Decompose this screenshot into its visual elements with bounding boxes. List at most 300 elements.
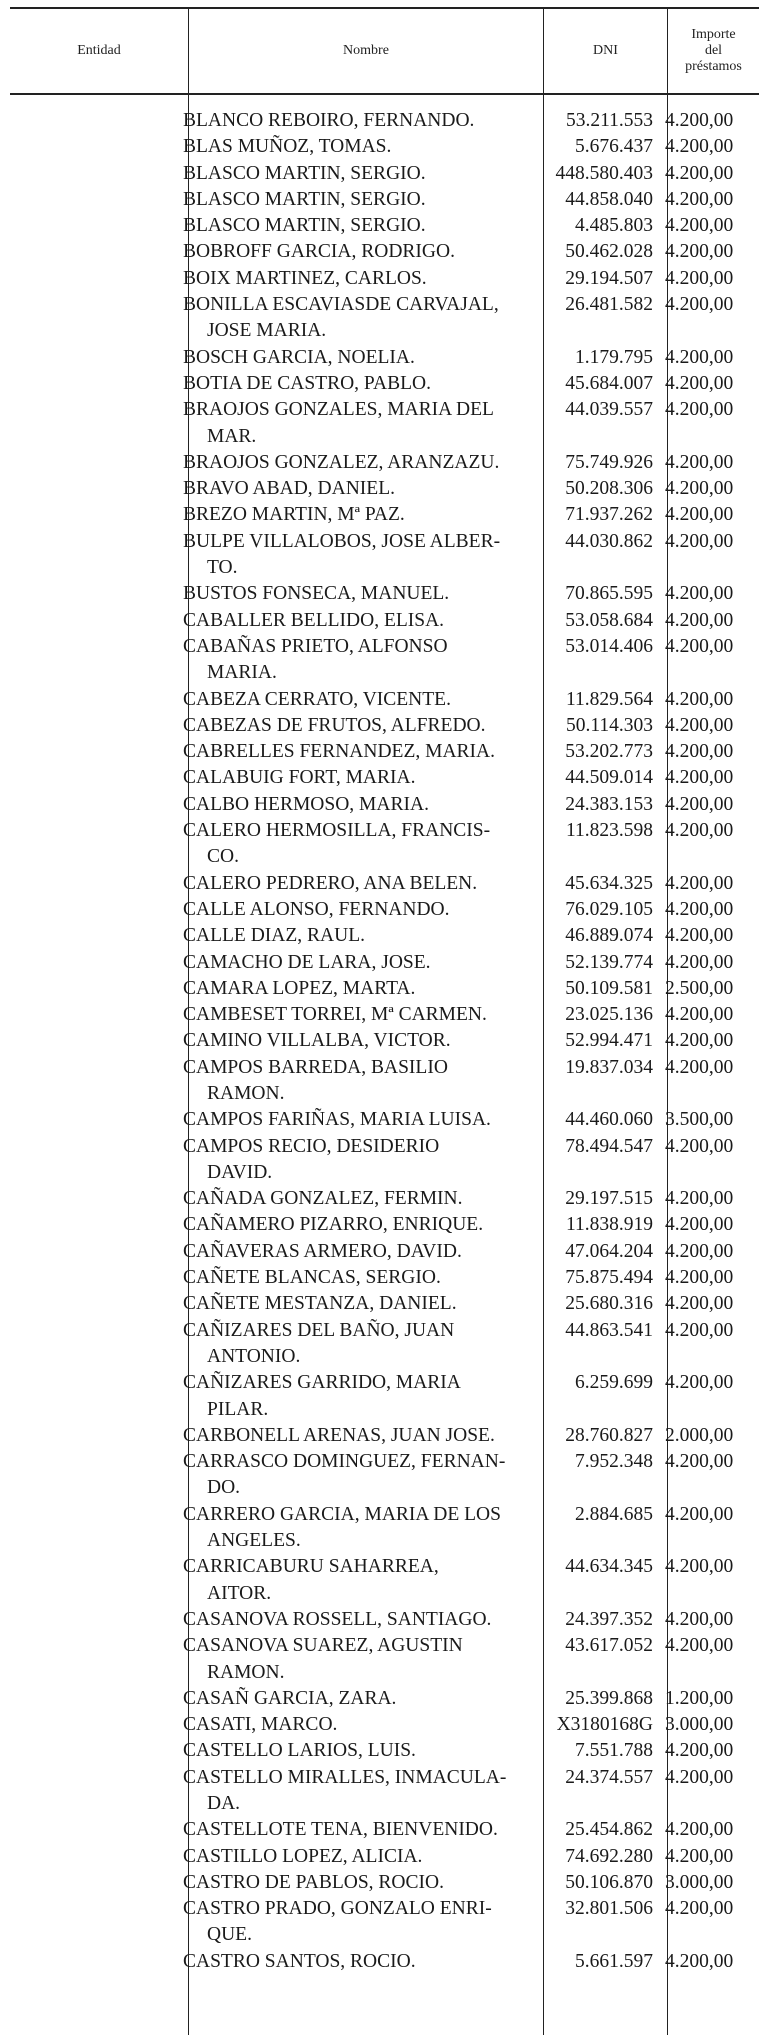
nombre-cell <box>178 1949 533 1975</box>
table-row <box>178 1028 749 1054</box>
header-importe-line2: del <box>704 43 723 58</box>
table-row <box>178 1370 749 1423</box>
nombre-continuation: CO. <box>207 846 239 868</box>
nombre-text: BRAOJOS GONZALEZ, ARANZAZU. <box>183 451 500 473</box>
nombre-text: CAÑAMERO PIZARRO, ENRIQUE. <box>183 1214 484 1236</box>
table-row <box>178 713 749 739</box>
nombre-text: CARBONELL ARENAS, JUAN JOSE. <box>183 1424 495 1446</box>
header-entidad: Entidad <box>77 43 121 58</box>
table-row <box>178 1291 749 1317</box>
nombre-text: CASANOVA ROSSELL, SANTIAGO. <box>183 1608 492 1630</box>
importe-cell: 2.500,00 <box>665 977 734 999</box>
nombre-cell <box>178 608 533 634</box>
table-row <box>178 739 749 765</box>
nombre-cell <box>178 108 533 134</box>
nombre-cell <box>178 1817 533 1843</box>
header-dni: DNI <box>543 9 667 93</box>
dni-cell: 19.837.034 <box>565 1056 653 1078</box>
importe-cell: 4.200,00 <box>665 1898 734 1920</box>
importe-cell: 4.200,00 <box>665 1293 734 1315</box>
importe-cell: 4.200,00 <box>665 1635 734 1657</box>
dni-cell: 24.397.352 <box>565 1608 653 1630</box>
nombre-text: BRAVO ABAD, DANIEL. <box>183 478 395 500</box>
dni-cell: 74.692.280 <box>565 1845 653 1867</box>
importe-cell: 4.200,00 <box>665 1214 734 1236</box>
table-row <box>178 1712 749 1738</box>
nombre-cell <box>178 897 533 923</box>
nombre-cell <box>178 976 533 1002</box>
nombre-cell <box>178 687 533 713</box>
table-row <box>178 1844 749 1870</box>
importe-cell: 4.200,00 <box>665 188 734 210</box>
table-row <box>178 1896 749 1949</box>
table-row <box>178 765 749 791</box>
nombre-text: CAÑAVERAS ARMERO, DAVID. <box>183 1240 462 1262</box>
table-row <box>178 1870 749 1896</box>
dni-cell: 44.039.557 <box>565 399 653 421</box>
table-row <box>178 871 749 897</box>
nombre-cell <box>178 1686 533 1712</box>
nombre-cell <box>178 713 533 739</box>
table-row <box>178 1502 749 1555</box>
nombre-cell <box>178 818 533 871</box>
dni-cell: 76.029.105 <box>565 898 653 920</box>
importe-cell: 4.200,00 <box>665 1556 734 1578</box>
dni-cell: 53.211.553 <box>565 110 653 131</box>
nombre-text: CABALLER BELLIDO, ELISA. <box>183 609 445 631</box>
nombre-text: CARRICABURU SAHARREA, <box>183 1556 439 1578</box>
table-row <box>178 134 749 160</box>
nombre-text: CASTILLO LOPEZ, ALICIA. <box>183 1845 423 1867</box>
nombre-cell <box>178 634 533 687</box>
table-header <box>10 7 759 95</box>
nombre-text: CARRERO GARCIA, MARIA DE LOS <box>183 1503 501 1525</box>
dni-cell: 44.460.060 <box>565 1109 653 1131</box>
table-row <box>178 792 749 818</box>
dni-cell: 25.399.868 <box>565 1687 653 1709</box>
importe-cell: 4.200,00 <box>665 1030 734 1052</box>
nombre-cell <box>178 950 533 976</box>
importe-cell: 4.200,00 <box>665 1188 734 1210</box>
nombre-cell <box>178 765 533 791</box>
nombre-text: CASTELLOTE TENA, BIENVENIDO. <box>183 1819 498 1841</box>
table-row <box>178 1765 749 1818</box>
table-rows <box>178 108 749 1975</box>
importe-cell: 4.200,00 <box>665 346 734 368</box>
importe-cell: 1.200,00 <box>665 1687 734 1709</box>
nombre-cell <box>178 1633 533 1686</box>
dni-cell: 43.617.052 <box>565 1635 653 1657</box>
nombre-cell <box>178 923 533 949</box>
dni-cell: 44.030.862 <box>565 530 653 552</box>
importe-cell: 4.200,00 <box>665 530 734 552</box>
importe-cell: 4.200,00 <box>665 635 734 657</box>
importe-cell: 4.200,00 <box>665 478 734 500</box>
nombre-text: CAÑIZARES DEL BAÑO, JUAN <box>183 1319 455 1341</box>
nombre-text: CALABUIG FORT, MARIA. <box>183 767 416 789</box>
nombre-text: CAMBESET TORREI, Mª CARMEN. <box>183 1004 487 1026</box>
nombre-cell <box>178 1002 533 1028</box>
dni-cell: 448.580.403 <box>555 162 653 184</box>
nombre-cell <box>178 239 533 265</box>
table-row <box>178 108 749 134</box>
dni-cell: 70.865.595 <box>565 583 653 605</box>
nombre-text: CALLE ALONSO, FERNANDO. <box>183 898 450 920</box>
nombre-text: CABAÑAS PRIETO, ALFONSO <box>183 635 448 657</box>
nombre-text: BUSTOS FONSECA, MANUEL. <box>183 583 450 605</box>
nombre-text: CALLE DIAZ, RAUL. <box>183 925 365 947</box>
dni-cell: 7.551.788 <box>575 1740 653 1762</box>
nombre-cell <box>178 1028 533 1054</box>
dni-cell: 50.462.028 <box>565 241 653 263</box>
nombre-text: CAMARA LOPEZ, MARTA. <box>183 977 416 999</box>
nombre-text: BOTIA DE CASTRO, PABLO. <box>183 372 431 394</box>
nombre-cell <box>178 1265 533 1291</box>
nombre-text: CASANOVA SUAREZ, AGUSTIN <box>183 1635 463 1657</box>
importe-cell: 4.200,00 <box>665 872 734 894</box>
table-row <box>178 1554 749 1607</box>
nombre-cell <box>178 1212 533 1238</box>
nombre-text: CALERO HERMOSILLA, FRANCIS- <box>183 820 491 842</box>
nombre-text: CAMPOS BARREDA, BASILIO <box>183 1056 448 1078</box>
nombre-cell <box>178 1712 533 1738</box>
nombre-cell <box>178 371 533 397</box>
table-row <box>178 476 749 502</box>
nombre-continuation: QUE. <box>207 1924 252 1946</box>
dni-cell: 5.661.597 <box>575 1950 653 1972</box>
dni-cell: 7.952.348 <box>575 1451 653 1473</box>
dni-cell: 4.485.803 <box>575 215 653 237</box>
nombre-text: BULPE VILLALOBOS, JOSE ALBER- <box>183 530 501 552</box>
table-row <box>178 1449 749 1502</box>
table-row <box>178 450 749 476</box>
dni-cell: 45.634.325 <box>565 872 653 894</box>
nombre-cell <box>178 581 533 607</box>
dni-cell: 45.684.007 <box>565 372 653 394</box>
dni-cell: 52.139.774 <box>565 951 653 973</box>
dni-cell: 50.208.306 <box>565 478 653 500</box>
nombre-text: CASTELLO LARIOS, LUIS. <box>183 1740 416 1762</box>
dni-cell: 28.760.827 <box>565 1424 653 1446</box>
nombre-cell <box>178 213 533 239</box>
nombre-continuation: RAMON. <box>207 1661 285 1683</box>
dni-cell: 50.109.581 <box>565 977 653 999</box>
nombre-cell <box>178 1844 533 1870</box>
nombre-cell <box>178 1607 533 1633</box>
table-row <box>178 1134 749 1187</box>
dni-cell: 53.014.406 <box>565 635 653 657</box>
nombre-cell <box>178 1291 533 1317</box>
importe-cell: 4.200,00 <box>665 925 734 947</box>
header-importe-line1: Importe <box>691 27 736 42</box>
table-row <box>178 1633 749 1686</box>
dni-cell: 44.509.014 <box>565 767 653 789</box>
importe-cell: 4.200,00 <box>665 1267 734 1289</box>
nombre-cell <box>178 1738 533 1764</box>
nombre-cell <box>178 1134 533 1187</box>
nombre-text: BLASCO MARTIN, SERGIO. <box>183 215 426 237</box>
nombre-cell <box>178 1554 533 1607</box>
nombre-cell <box>178 1239 533 1265</box>
table-row <box>178 529 749 582</box>
importe-cell: 4.200,00 <box>665 1503 734 1525</box>
table-row <box>178 292 749 345</box>
importe-cell: 3.500,00 <box>665 1109 734 1131</box>
dni-cell: 29.194.507 <box>565 267 653 289</box>
dni-cell: 25.680.316 <box>565 1293 653 1315</box>
importe-cell: 4.200,00 <box>665 372 734 394</box>
dni-cell: X3180168G <box>556 1714 653 1736</box>
header-nombre: Nombre <box>188 9 543 93</box>
nombre-text: CABEZA CERRATO, VICENTE. <box>183 688 451 710</box>
dni-cell: 75.875.494 <box>565 1267 653 1289</box>
importe-cell: 2.000,00 <box>665 1424 734 1446</box>
importe-cell: 4.200,00 <box>665 110 734 131</box>
nombre-text: CASAÑ GARCIA, ZARA. <box>183 1687 397 1709</box>
table-row <box>178 581 749 607</box>
nombre-cell <box>178 792 533 818</box>
table-row <box>178 266 749 292</box>
dni-cell: 53.202.773 <box>565 741 653 763</box>
importe-cell: 4.200,00 <box>665 241 734 263</box>
nombre-cell <box>178 1318 533 1371</box>
table-row <box>178 1686 749 1712</box>
table-row <box>178 1738 749 1764</box>
table-row <box>178 1949 749 1975</box>
importe-cell: 4.200,00 <box>665 399 734 421</box>
nombre-cell <box>178 292 533 345</box>
nombre-continuation: RAMON. <box>207 1082 285 1104</box>
importe-cell: 4.200,00 <box>665 162 734 184</box>
table-row <box>178 1212 749 1238</box>
nombre-continuation: AITOR. <box>207 1582 272 1604</box>
dni-cell: 75.749.926 <box>565 451 653 473</box>
nombre-continuation: ANGELES. <box>207 1530 301 1552</box>
nombre-cell <box>178 450 533 476</box>
importe-cell: 4.200,00 <box>665 1240 734 1262</box>
nombre-continuation: DA. <box>207 1793 241 1814</box>
table-row <box>178 897 749 923</box>
importe-cell: 4.200,00 <box>665 1319 734 1341</box>
table-row <box>178 371 749 397</box>
nombre-text: CAÑETE BLANCAS, SERGIO. <box>183 1267 441 1289</box>
importe-cell: 4.200,00 <box>665 1135 734 1157</box>
nombre-cell <box>178 1765 533 1818</box>
nombre-continuation: PILAR. <box>207 1398 269 1420</box>
nombre-text: CAMPOS RECIO, DESIDERIO <box>183 1135 440 1157</box>
importe-cell: 4.200,00 <box>665 1819 734 1841</box>
table-row <box>178 1002 749 1028</box>
nombre-cell <box>178 1502 533 1555</box>
table-row <box>178 239 749 265</box>
dni-cell: 2.884.685 <box>575 1503 653 1525</box>
dni-cell: 23.025.136 <box>565 1004 653 1026</box>
nombre-text: CALBO HERMOSO, MARIA. <box>183 793 429 815</box>
table-row <box>178 1423 749 1449</box>
table-row <box>178 608 749 634</box>
nombre-text: BLASCO MARTIN, SERGIO. <box>183 162 426 184</box>
importe-cell: 4.200,00 <box>665 136 734 158</box>
dni-cell: 6.259.699 <box>575 1372 653 1394</box>
table-row <box>178 1817 749 1843</box>
dni-cell: 50.114.303 <box>565 714 653 736</box>
importe-cell: 4.200,00 <box>665 741 734 763</box>
dni-cell: 24.374.557 <box>565 1766 653 1788</box>
nombre-continuation: JOSE MARIA. <box>207 320 327 342</box>
table-row <box>178 502 749 528</box>
nombre-continuation: MAR. <box>207 425 257 447</box>
importe-cell: 4.200,00 <box>665 1372 734 1394</box>
table-row <box>178 213 749 239</box>
dni-cell: 52.994.471 <box>565 1030 653 1052</box>
nombre-cell <box>178 1186 533 1212</box>
nombre-text: CASTRO SANTOS, ROCIO. <box>183 1950 416 1972</box>
table-row <box>178 1186 749 1212</box>
nombre-text: BLANCO REBOIRO, FERNANDO. <box>183 110 475 131</box>
nombre-text: BRAOJOS GONZALES, MARIA DEL <box>183 399 494 421</box>
importe-cell: 4.200,00 <box>665 609 734 631</box>
table-row <box>178 950 749 976</box>
nombre-cell <box>178 1449 533 1502</box>
dni-cell: 11.829.564 <box>565 688 653 710</box>
nombre-text: BONILLA ESCAVIASDE CARVAJAL, <box>183 294 499 316</box>
nombre-text: CAÑIZARES GARRIDO, MARIA <box>183 1372 461 1394</box>
nombre-text: BOIX MARTINEZ, CARLOS. <box>183 267 427 289</box>
importe-cell: 4.200,00 <box>665 504 734 526</box>
table-row <box>178 187 749 213</box>
table-row <box>178 1055 749 1108</box>
nombre-cell <box>178 187 533 213</box>
dni-cell: 44.634.345 <box>565 1556 653 1578</box>
nombre-cell <box>178 161 533 187</box>
table-row <box>178 345 749 371</box>
nombre-text: CALERO PEDRERO, ANA BELEN. <box>183 872 478 894</box>
nombre-cell <box>178 871 533 897</box>
table-row <box>178 1239 749 1265</box>
importe-cell: 4.200,00 <box>665 1056 734 1078</box>
nombre-text: CARRASCO DOMINGUEZ, FERNAN- <box>183 1451 506 1473</box>
nombre-cell <box>178 1370 533 1423</box>
header-importe <box>667 9 759 93</box>
nombre-cell <box>178 1870 533 1896</box>
table-row <box>178 976 749 1002</box>
header-importe-line3: préstamos <box>685 59 742 74</box>
table-row <box>178 634 749 687</box>
nombre-cell <box>178 345 533 371</box>
table-row <box>178 1607 749 1633</box>
table-row <box>178 923 749 949</box>
dni-cell: 5.676.437 <box>575 136 653 158</box>
importe-cell: 4.200,00 <box>665 267 734 289</box>
nombre-text: BOSCH GARCIA, NOELIA. <box>183 346 415 368</box>
nombre-text: CAÑETE MESTANZA, DANIEL. <box>183 1293 457 1315</box>
dni-cell: 1.179.795 <box>575 346 653 368</box>
nombre-cell <box>178 1107 533 1133</box>
importe-cell: 4.200,00 <box>665 767 734 789</box>
importe-cell: 4.200,00 <box>665 583 734 605</box>
dni-cell: 44.863.541 <box>565 1319 653 1341</box>
importe-cell: 4.200,00 <box>665 1004 734 1026</box>
importe-cell: 4.200,00 <box>665 1451 734 1473</box>
dni-cell: 71.937.262 <box>565 504 653 526</box>
nombre-cell <box>178 134 533 160</box>
nombre-text: BLAS MUÑOZ, TOMAS. <box>183 136 392 158</box>
dni-cell: 46.889.074 <box>565 925 653 947</box>
nombre-text: CAMACHO DE LARA, JOSE. <box>183 951 431 973</box>
nombre-text: BREZO MARTIN, Mª PAZ. <box>183 504 405 526</box>
importe-cell: 4.200,00 <box>665 215 734 237</box>
nombre-text: CASTRO PRADO, GONZALO ENRI- <box>183 1898 492 1920</box>
dni-cell: 32.801.506 <box>565 1898 653 1920</box>
importe-cell: 3.000,00 <box>665 1871 734 1893</box>
dni-cell: 50.106.870 <box>565 1871 653 1893</box>
dni-cell: 44.858.040 <box>565 188 653 210</box>
dni-cell: 53.058.684 <box>565 609 653 631</box>
nombre-continuation: TO. <box>207 557 238 579</box>
nombre-continuation: MARIA. <box>207 662 277 684</box>
table-row <box>178 1318 749 1371</box>
entidad-column <box>10 95 188 2035</box>
importe-cell: 4.200,00 <box>665 951 734 973</box>
importe-cell: 4.200,00 <box>665 1740 734 1762</box>
table-row <box>178 1107 749 1133</box>
nombre-cell <box>178 529 533 582</box>
dni-cell: 47.064.204 <box>565 1240 653 1262</box>
dni-cell: 11.823.598 <box>565 820 653 842</box>
importe-cell: 4.200,00 <box>665 1608 734 1630</box>
importe-cell: 4.200,00 <box>665 294 734 316</box>
nombre-continuation: ANTONIO. <box>207 1345 301 1367</box>
nombre-text: CASTELLO MIRALLES, INMACULA- <box>183 1766 507 1788</box>
nombre-cell <box>178 502 533 528</box>
importe-cell: 4.200,00 <box>665 1766 734 1788</box>
dni-cell: 24.383.153 <box>565 793 653 815</box>
nombre-text: BLASCO MARTIN, SERGIO. <box>183 188 426 210</box>
table-row <box>178 1265 749 1291</box>
nombre-cell <box>178 1423 533 1449</box>
importe-cell: 4.200,00 <box>665 714 734 736</box>
nombre-text: CASATI, MARCO. <box>183 1714 338 1736</box>
importe-cell: 4.200,00 <box>665 898 734 920</box>
dni-cell: 78.494.547 <box>565 1135 653 1157</box>
nombre-cell <box>178 266 533 292</box>
nombre-text: CABRELLES FERNANDEZ, MARIA. <box>183 741 496 763</box>
importe-cell: 4.200,00 <box>665 1845 734 1867</box>
importe-cell: 4.200,00 <box>665 1950 734 1972</box>
importe-cell: 3.000,00 <box>665 1714 734 1736</box>
dni-cell: 25.454.862 <box>565 1819 653 1841</box>
nombre-text: CAMINO VILLALBA, VICTOR. <box>183 1030 451 1052</box>
nombre-text: CASTRO DE PABLOS, ROCIO. <box>183 1871 444 1893</box>
dni-cell: 26.481.582 <box>565 294 653 316</box>
nombre-text: CAMPOS FARIÑAS, MARIA LUISA. <box>183 1109 491 1131</box>
dni-cell: 29.197.515 <box>565 1188 653 1210</box>
nombre-cell <box>178 1896 533 1949</box>
importe-cell: 4.200,00 <box>665 688 734 710</box>
nombre-cell <box>178 1055 533 1108</box>
nombre-text: BOBROFF GARCIA, RODRIGO. <box>183 241 455 263</box>
nombre-continuation: DO. <box>207 1477 241 1499</box>
nombre-continuation: DAVID. <box>207 1161 273 1183</box>
nombre-text: CAÑADA GONZALEZ, FERMIN. <box>183 1188 463 1210</box>
nombre-text: CABEZAS DE FRUTOS, ALFREDO. <box>183 714 486 736</box>
table-row <box>178 161 749 187</box>
importe-cell: 4.200,00 <box>665 820 734 842</box>
nombre-cell <box>178 476 533 502</box>
table-row <box>178 397 749 450</box>
dni-cell: 11.838.919 <box>565 1214 653 1236</box>
importe-cell: 4.200,00 <box>665 451 734 473</box>
